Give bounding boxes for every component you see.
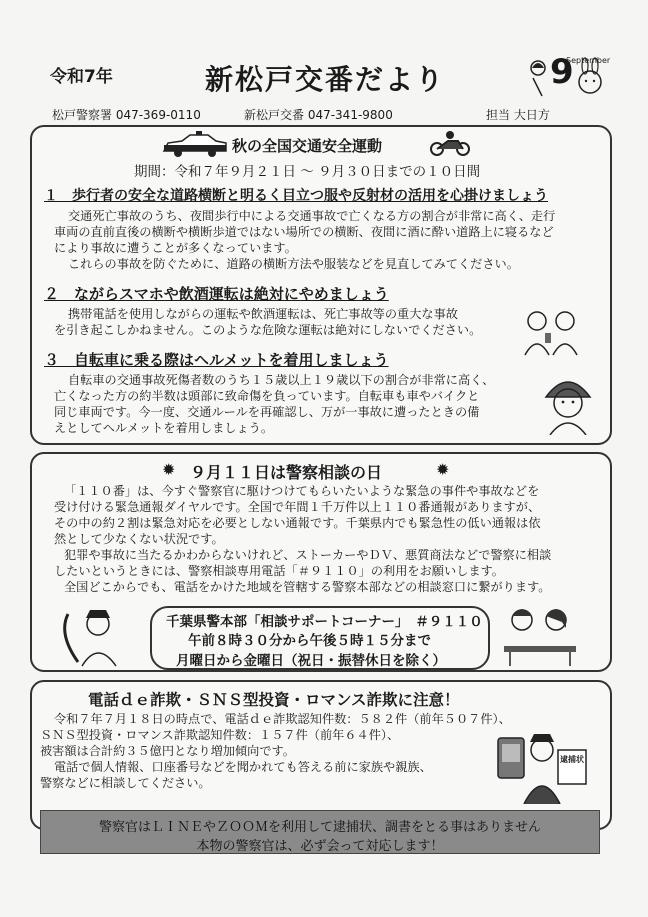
consulting-people-illustration (500, 602, 580, 668)
fraud-line: 電話で個人情報、口座番号などを聞かれても答える前に家族や親族、 (54, 760, 432, 774)
banner-line: 本物の警察官は、必ず会って対応します！ (196, 839, 444, 854)
fraud-line: 警察などに相談してください。 (40, 776, 211, 790)
consult-line: 「１１０番」は、今すぐ警察官に駆けつけてもらいたいような緊急の事件や事故などを (64, 484, 540, 498)
police-motorcycle-icon (428, 129, 472, 157)
item2-title: ２ ながらスマホや飲酒運転は絶対にやめましょう (44, 285, 389, 303)
month-badge (528, 52, 611, 102)
consult-line: 受け付ける緊急通報ダイヤルです。全国で年間１千万件以上１１０番通報がありますが、 (54, 500, 541, 514)
item3-line: えとしてヘルメットを着用しましょう。 (54, 421, 274, 435)
hotline-name: 千葉県警本部「相談サポートコーナー」 ＃９１１０ (166, 614, 483, 630)
consult-title: ９月１１日は警察相談の日 (190, 463, 383, 482)
traffic-campaign-section (30, 125, 612, 445)
person-in-charge: 担当 大日方 (486, 108, 550, 122)
badge-icon: ✹ (436, 460, 450, 479)
item2-line: を引き起こしかねません。このような危険な運転は絶対にしないでください。 (54, 323, 482, 337)
fraud-line: 被害額は合計約３５億円となり増加傾向です。 (40, 744, 295, 758)
consult-hotline-box (150, 606, 490, 670)
campaign-title: 秋の全国交通安全運動 (232, 137, 383, 155)
consult-line: 犯罪や事故に当たるかわからないけれど、ストーカーやＤＶ、悪質商法などで警察に相談 (64, 548, 552, 562)
item3-line: 亡くなった方の約半数は頭部に致命傷を負っています。自転車も車やバイクと (54, 389, 480, 403)
banner-line: 警察官はＬＩＮＥやＺＯＯＭを利用して逮捕状、調書をとる事はありません (98, 820, 541, 835)
warrant-label: 逮捕状 (560, 755, 584, 764)
fraud-line: 令和７年７月１８日の時点で、電話ｄｅ詐欺認知件数：５８２件（前年５０７件）、 (54, 712, 511, 726)
item1-line: により事故に遭うことが多くなっています。 (54, 241, 297, 255)
item3-line: 同じ車両です。今一度、交通ルールを再確認し、万が一事故に遭ったときの備 (54, 405, 480, 419)
item2-line: 携帯電話を使用しながらの運転や飲酒運転は、死亡事故等の重大な事故 (68, 307, 458, 321)
item3-line: 自転車の交通事故死傷者数のうち１５歳以上１９歳以下の割合が非常に高く、 (68, 373, 495, 387)
koban-phone: 新松戸交番 047-341-9800 (244, 108, 393, 122)
item1-line: 交通死亡事故のうち、夜間歩行中による交通事故で亡くなる方の割合が非常に高く、走行 (68, 209, 556, 223)
fraud-warning-section (30, 680, 612, 830)
police-officer-phone-illustration (58, 604, 128, 670)
hotline-hours: 午前８時３０分から午後５時１５分まで (188, 633, 431, 649)
fake-officer-illustration (492, 728, 592, 804)
consult-line: したいというときには、警察相談専用電話「＃９１１０」の利用をお願いします。 (54, 564, 504, 578)
station-phone: 松戸警察署 047-369-0110 (52, 108, 201, 122)
consult-line: 全国どこからでも、電話をかけた地域を管轄する警察本部などの相談窓口に繋がります。 (64, 580, 551, 594)
drinking-driver-illustration (517, 307, 587, 357)
month-number: 9 (550, 52, 574, 92)
era-label: 令和7年 (50, 67, 113, 87)
newsletter-title: 新松戸交番だより (205, 63, 446, 96)
month-word: September (566, 56, 611, 65)
item1-title: １ 歩行者の安全な道路横断と明るく目立つ服や反射材の活用を心掛けましょう (44, 188, 548, 204)
fraud-title: 電話ｄｅ詐欺・ＳＮＳ型投資・ロマンス詐欺に注意！ (88, 691, 460, 709)
badge-icon: ✹ (162, 460, 176, 479)
helmet-child-illustration (540, 371, 596, 435)
consult-line: 然として少なくない状況です。 (54, 532, 224, 546)
item1-line: これらの事故を防ぐために、道路の横断方法や服装などを見直してみてください。 (68, 257, 519, 271)
hotline-days: 月曜日から金曜日（祝日・振替休日を除く） (176, 653, 446, 669)
item3-title: ３ 自転車に乗る際はヘルメットを着用しましょう (44, 351, 389, 369)
fraud-line: ＳＮＳ型投資・ロマンス詐欺認知件数：１５７件（前年６４件）、 (40, 728, 400, 742)
item1-line: 車両の直前直後の横断や横断歩道ではない場所での横断、夜間に酒に酔い道路上に寝るなど (54, 225, 554, 239)
police-car-icon (160, 131, 230, 159)
campaign-period: 期間：令和７年９月２１日 ～ ９月３０日までの１０日間 (134, 164, 481, 180)
fraud-warning-banner (40, 810, 600, 854)
consult-line: その中の約２割は緊急対応を必要としない通報です。千葉県内でも緊急性の低い通報は依 (54, 516, 541, 530)
